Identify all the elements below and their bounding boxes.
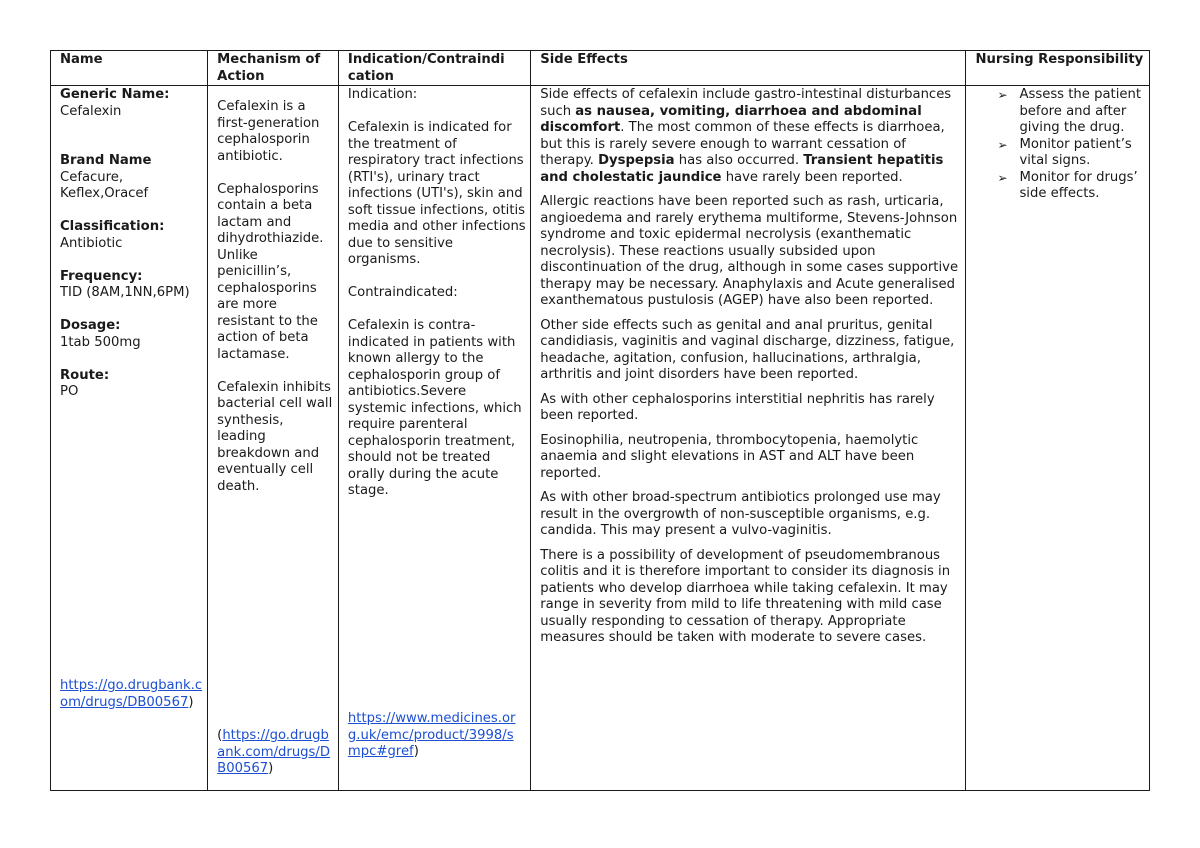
- name-reference: [60, 678, 203, 711]
- drug-study-table: [50, 50, 1150, 791]
- header-indication: Indication/Contraindi cation: [338, 51, 530, 86]
- side-effects-paragraph-5: Eosinophilia, neutropenia, thrombocytopenia, haemolytic anaemia and slight elevations in AST and ALT have been reported.: [540, 432, 919, 481]
- mechanism-reference: [217, 728, 334, 778]
- side-effects-paragraph-2: Allergic reactions have been reported such as rash, urticaria, angioedema and rarely erythema multiforme, Stevens-Johnson syndrome and toxic epidermal necrolysis (exanthematic necrolysis). These reactions usually subsided upon discontinuation of the drug, although in some cases supportive therapy may be necessary. Anaphylaxis and Acute generalised exanthematous pustulosis (AGEP) have also been reported.: [540, 194, 959, 308]
- se-bold-dyspepsia: Dyspepsia: [598, 153, 675, 168]
- mechanism-paragraph-1: Cefalexin is a first-generation cephalosporin antibiotic.: [217, 99, 320, 164]
- brand-name-value: Cefacure, Keflex,Oracef: [60, 169, 149, 201]
- name-link-close: ): [188, 694, 194, 710]
- classification-value: Antibiotic: [60, 235, 123, 251]
- classification-label: Classification:: [60, 219, 165, 234]
- header-row: [51, 51, 1150, 86]
- indication-cell: [338, 86, 530, 791]
- generic-name-label: Generic Name:: [60, 87, 170, 102]
- frequency-value: TID (8AM,1NN,6PM): [60, 285, 190, 300]
- arrow-bullet-icon: ➢: [997, 170, 1008, 185]
- side-effects-paragraph-1: [540, 87, 961, 186]
- indication-text: Cefalexin is indicated for the treatment of respiratory tract infections (RTI's), urinary tract infections (UTI's), skin and soft tissue infections, otitis media and other infections due to sensitive organisms.: [347, 120, 526, 267]
- indication-reference: [348, 711, 526, 761]
- header-mechanism: Mechanism of Action: [208, 51, 339, 86]
- side-effects-paragraph-4: As with other cephalosporins interstitial nephritis has rarely been reported.: [540, 391, 935, 423]
- se-bold-gi: as nausea, vomiting, diarrhoea and abdominal discomfort: [540, 103, 922, 135]
- se-text: has also occurred.: [674, 153, 804, 168]
- generic-name-value: Cefalexin: [60, 103, 122, 119]
- header-name: Name: [51, 51, 208, 86]
- side-effects-cell: [531, 86, 966, 791]
- mechanism-link-close: ): [268, 761, 274, 776]
- dosage-value: 1tab 500mg: [60, 334, 141, 350]
- mechanism-drugbank-link[interactable]: https://go.drugbank.com/drugs/DB00567: [217, 728, 331, 776]
- mechanism-paragraph-2: Cephalosporins contain a beta lactam and dihydrothiazide. Unlike penicillin’s, cephalosporins are more resistant to the action of beta lactamase.: [217, 181, 324, 362]
- name-cell: [51, 86, 208, 791]
- mechanism-link-open: (: [217, 728, 223, 743]
- header-side-effects: Side Effects: [531, 51, 966, 86]
- indication-link-close: ): [413, 744, 419, 759]
- brand-name-label: Brand Name: [60, 153, 152, 168]
- nursing-item: [997, 170, 1145, 203]
- dosage-label: Dosage:: [60, 318, 121, 333]
- nursing-item-text: Monitor for drugs’ side effects.: [1019, 169, 1138, 201]
- indication-label: Indication:: [347, 87, 418, 102]
- side-effects-paragraph-6: As with other broad-spectrum antibiotics prolonged use may result in the overgrowth of non-susceptible organisms, e.g. candida. This may present a vulvo-vaginitis.: [540, 490, 941, 538]
- se-text: have rarely been reported.: [721, 169, 903, 185]
- content-row: [51, 86, 1150, 791]
- nursing-item-text: Monitor patient’s vital signs.: [1019, 136, 1132, 168]
- se-text: . The most common of these effects is diarrhoea, but this is rarely severe enough to warrant cessation of therapy.: [540, 120, 945, 168]
- contraindication-text: Cefalexin is contra-indicated in patients with known allergy to the cephalosporin group of antibiotics.Severe systemic infections, which require parenteral cephalosporin treatment, should not be treated orally during the acute stage.: [347, 318, 522, 498]
- nursing-cell: [966, 86, 1150, 791]
- se-text: Side effects of cefalexin include gastro-intestinal disturbances such: [540, 87, 952, 119]
- header-nursing: Nursing Responsibility: [966, 51, 1150, 86]
- frequency-label: Frequency:: [60, 268, 143, 284]
- arrow-bullet-icon: ➢: [997, 88, 1008, 102]
- nursing-item: [997, 87, 1145, 137]
- nursing-item: [997, 137, 1145, 170]
- drugbank-link[interactable]: https://go.drugbank.com/drugs/DB00567: [60, 678, 203, 710]
- route-label: Route:: [60, 367, 110, 383]
- nursing-list: [975, 87, 1145, 203]
- mechanism-paragraph-3: Cefalexin inhibits bacterial cell wall synthesis, leading breakdown and eventually cell death.: [217, 379, 333, 494]
- route-value: PO: [60, 384, 79, 399]
- side-effects-paragraph-3: Other side effects such as genital and anal pruritus, genital candidiasis, vaginitis and vaginal discharge, dizziness, fatigue, headache, agitation, confusion, hallucinations, arthralgia, arthritis and joint disorders have been reported.: [540, 317, 955, 382]
- mechanism-cell: [208, 86, 339, 791]
- arrow-bullet-icon: ➢: [997, 137, 1008, 152]
- medicines-link[interactable]: https://www.medicines.org.uk/emc/product/3998/smpc#gref: [347, 711, 516, 759]
- contraindication-label: Contraindicated:: [347, 285, 458, 300]
- side-effects-paragraph-7: There is a possibility of development of pseudomembranous colitis and it is therefore important to consider its diagnosis in patients who develop diarrhoea while taking cefalexin. It may range in severity from mild to life threatening with mild case usually responding to cessation of therapy. Appropriate measures should be taken with moderate to severe cases.: [540, 547, 951, 645]
- se-bold-hepatitis: Transient hepatitis and cholestatic jaundice: [540, 153, 944, 185]
- nursing-item-text: Assess the patient before and after giving the drug.: [1019, 87, 1142, 135]
